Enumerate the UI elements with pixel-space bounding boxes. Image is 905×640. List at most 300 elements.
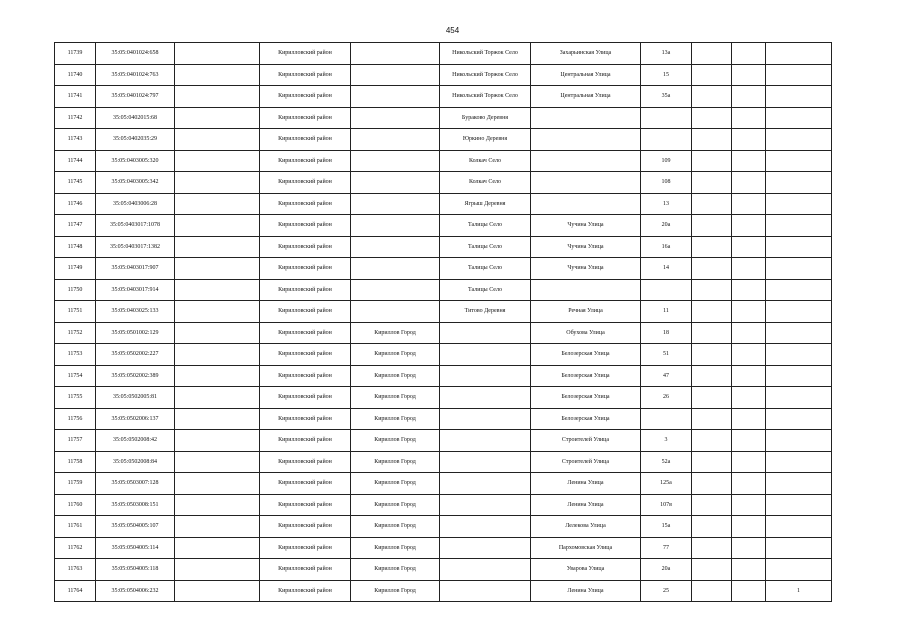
house-number-cell: [641, 408, 692, 430]
house-number-cell: 77: [641, 537, 692, 559]
building-cell: [692, 344, 732, 366]
cadastral-number-cell: 35:05:0401024:763: [96, 64, 175, 86]
house-number-cell: 18: [641, 322, 692, 344]
extra-cell: [766, 537, 832, 559]
cadastral-number-cell: 35:05:0502002:227: [96, 344, 175, 366]
cadastral-number-cell: 35:05:0403017:907: [96, 258, 175, 280]
apartment-cell: [732, 473, 766, 495]
table-row: [55, 344, 832, 366]
apartment-cell: [732, 236, 766, 258]
record-number-cell: 11741: [55, 86, 96, 108]
building-cell: [692, 387, 732, 409]
district-cell: Кирилловский район: [260, 236, 351, 258]
apartment-cell: [732, 43, 766, 65]
apartment-cell: [732, 580, 766, 602]
house-number-cell: [641, 279, 692, 301]
street-cell: Строителей Улица: [531, 451, 641, 473]
cadastral-number-cell: 35:05:0403017:1382: [96, 236, 175, 258]
district-cell: Кирилловский район: [260, 322, 351, 344]
table-row: [55, 559, 832, 581]
record-number-cell: 11761: [55, 516, 96, 538]
table-row: [55, 86, 832, 108]
street-cell: Белозерская Улица: [531, 365, 641, 387]
settlement-cell: [440, 408, 531, 430]
cadastral-number-cell: 35:05:0502008:84: [96, 451, 175, 473]
district-cell: Кирилловский район: [260, 86, 351, 108]
record-number-cell: 11763: [55, 559, 96, 581]
blank-cell: [175, 387, 260, 409]
city-cell: Кириллов Город: [351, 473, 440, 495]
street-cell: [531, 107, 641, 129]
settlement-cell: Талицы Село: [440, 258, 531, 280]
city-cell: [351, 129, 440, 151]
table-row: [55, 43, 832, 65]
building-cell: [692, 559, 732, 581]
cadastral-number-cell: 35:05:0401024:658: [96, 43, 175, 65]
blank-cell: [175, 236, 260, 258]
table-row: [55, 64, 832, 86]
building-cell: [692, 64, 732, 86]
street-cell: Пархомовская Улица: [531, 537, 641, 559]
building-cell: [692, 172, 732, 194]
record-number-cell: 11754: [55, 365, 96, 387]
cadastral-number-cell: 35:05:0504006:232: [96, 580, 175, 602]
record-number-cell: 11745: [55, 172, 96, 194]
street-cell: Ленина Улица: [531, 580, 641, 602]
table-row: [55, 494, 832, 516]
settlement-cell: [440, 322, 531, 344]
street-cell: [531, 193, 641, 215]
record-number-cell: 11762: [55, 537, 96, 559]
settlement-cell: Талицы Село: [440, 236, 531, 258]
blank-cell: [175, 322, 260, 344]
blank-cell: [175, 408, 260, 430]
extra-cell: [766, 516, 832, 538]
settlement-cell: [440, 451, 531, 473]
city-cell: Кириллов Город: [351, 344, 440, 366]
table-row: [55, 215, 832, 237]
record-number-cell: 11760: [55, 494, 96, 516]
city-cell: [351, 64, 440, 86]
house-number-cell: 25: [641, 580, 692, 602]
building-cell: [692, 301, 732, 323]
blank-cell: [175, 150, 260, 172]
building-cell: [692, 86, 732, 108]
apartment-cell: [732, 172, 766, 194]
district-cell: Кирилловский район: [260, 215, 351, 237]
street-cell: [531, 150, 641, 172]
apartment-cell: [732, 559, 766, 581]
house-number-cell: 51: [641, 344, 692, 366]
house-number-cell: 3: [641, 430, 692, 452]
settlement-cell: [440, 537, 531, 559]
house-number-cell: 14: [641, 258, 692, 280]
city-cell: [351, 172, 440, 194]
street-cell: Захарьинская Улица: [531, 43, 641, 65]
district-cell: Кирилловский район: [260, 279, 351, 301]
blank-cell: [175, 580, 260, 602]
cadastral-number-cell: 35:05:0504005:118: [96, 559, 175, 581]
house-number-cell: 15а: [641, 516, 692, 538]
blank-cell: [175, 516, 260, 538]
table-row: [55, 322, 832, 344]
blank-cell: [175, 473, 260, 495]
settlement-cell: [440, 580, 531, 602]
district-cell: Кирилловский район: [260, 107, 351, 129]
house-number-cell: 107в: [641, 494, 692, 516]
city-cell: [351, 43, 440, 65]
house-number-cell: [641, 107, 692, 129]
settlement-cell: Бураково Деревня: [440, 107, 531, 129]
district-cell: Кирилловский район: [260, 129, 351, 151]
table-row: [55, 408, 832, 430]
house-number-cell: 108: [641, 172, 692, 194]
house-number-cell: 16а: [641, 236, 692, 258]
record-number-cell: 11758: [55, 451, 96, 473]
record-number-cell: 11750: [55, 279, 96, 301]
apartment-cell: [732, 387, 766, 409]
city-cell: [351, 193, 440, 215]
settlement-cell: Талицы Село: [440, 215, 531, 237]
house-number-cell: 109: [641, 150, 692, 172]
table-row: [55, 107, 832, 129]
blank-cell: [175, 107, 260, 129]
building-cell: [692, 537, 732, 559]
district-cell: Кирилловский район: [260, 408, 351, 430]
cadastral-number-cell: 35:05:0402015:68: [96, 107, 175, 129]
street-cell: Обухова Улица: [531, 322, 641, 344]
apartment-cell: [732, 193, 766, 215]
settlement-cell: Титово Деревня: [440, 301, 531, 323]
blank-cell: [175, 64, 260, 86]
record-number-cell: 11752: [55, 322, 96, 344]
record-number-cell: 11742: [55, 107, 96, 129]
district-cell: Кирилловский район: [260, 365, 351, 387]
extra-cell: [766, 107, 832, 129]
house-number-cell: 20а: [641, 215, 692, 237]
district-cell: Кирилловский район: [260, 559, 351, 581]
extra-cell: [766, 344, 832, 366]
city-cell: [351, 107, 440, 129]
extra-cell: [766, 43, 832, 65]
building-cell: [692, 215, 732, 237]
apartment-cell: [732, 301, 766, 323]
district-cell: Кирилловский район: [260, 516, 351, 538]
table-row: [55, 580, 832, 602]
street-cell: Центральная Улица: [531, 86, 641, 108]
blank-cell: [175, 258, 260, 280]
extra-cell: 1: [766, 580, 832, 602]
house-number-cell: 13: [641, 193, 692, 215]
blank-cell: [175, 43, 260, 65]
extra-cell: [766, 387, 832, 409]
city-cell: [351, 301, 440, 323]
settlement-cell: Колкач Село: [440, 150, 531, 172]
extra-cell: [766, 215, 832, 237]
settlement-cell: Никольский Торжок Село: [440, 43, 531, 65]
settlement-cell: Колкач Село: [440, 172, 531, 194]
cadastral-number-cell: 35:05:0503008:151: [96, 494, 175, 516]
city-cell: Кириллов Город: [351, 365, 440, 387]
city-cell: Кириллов Город: [351, 451, 440, 473]
cadastral-number-cell: 35:05:0401024:797: [96, 86, 175, 108]
house-number-cell: 13а: [641, 43, 692, 65]
house-number-cell: 11: [641, 301, 692, 323]
table-row: [55, 387, 832, 409]
apartment-cell: [732, 150, 766, 172]
settlement-cell: [440, 473, 531, 495]
building-cell: [692, 430, 732, 452]
settlement-cell: [440, 559, 531, 581]
city-cell: [351, 279, 440, 301]
city-cell: Кириллов Город: [351, 430, 440, 452]
table-row: [55, 279, 832, 301]
city-cell: Кириллов Город: [351, 580, 440, 602]
house-number-cell: 47: [641, 365, 692, 387]
blank-cell: [175, 559, 260, 581]
district-cell: Кирилловский район: [260, 473, 351, 495]
table-row: [55, 172, 832, 194]
record-number-cell: 11743: [55, 129, 96, 151]
building-cell: [692, 279, 732, 301]
blank-cell: [175, 344, 260, 366]
city-cell: [351, 150, 440, 172]
district-cell: Кирилловский район: [260, 430, 351, 452]
table-row: [55, 473, 832, 495]
apartment-cell: [732, 408, 766, 430]
building-cell: [692, 516, 732, 538]
extra-cell: [766, 150, 832, 172]
extra-cell: [766, 365, 832, 387]
street-cell: Белозерская Улица: [531, 387, 641, 409]
house-number-cell: 52а: [641, 451, 692, 473]
house-number-cell: 125а: [641, 473, 692, 495]
table-row: [55, 516, 832, 538]
extra-cell: [766, 86, 832, 108]
district-cell: Кирилловский район: [260, 301, 351, 323]
city-cell: [351, 86, 440, 108]
apartment-cell: [732, 365, 766, 387]
blank-cell: [175, 301, 260, 323]
table-row: [55, 236, 832, 258]
building-cell: [692, 580, 732, 602]
record-number-cell: 11757: [55, 430, 96, 452]
cadastral-number-cell: 35:05:0502006:137: [96, 408, 175, 430]
record-number-cell: 11739: [55, 43, 96, 65]
building-cell: [692, 494, 732, 516]
apartment-cell: [732, 451, 766, 473]
blank-cell: [175, 193, 260, 215]
extra-cell: [766, 172, 832, 194]
settlement-cell: Никольский Торжок Село: [440, 64, 531, 86]
apartment-cell: [732, 64, 766, 86]
building-cell: [692, 408, 732, 430]
district-cell: Кирилловский район: [260, 494, 351, 516]
cadastral-number-cell: 35:05:0502005:81: [96, 387, 175, 409]
settlement-cell: Юркино Деревня: [440, 129, 531, 151]
record-number-cell: 11746: [55, 193, 96, 215]
blank-cell: [175, 215, 260, 237]
table-row: [55, 537, 832, 559]
page-number: 454: [445, 26, 460, 35]
settlement-cell: [440, 387, 531, 409]
record-number-cell: 11744: [55, 150, 96, 172]
street-cell: [531, 129, 641, 151]
building-cell: [692, 107, 732, 129]
blank-cell: [175, 430, 260, 452]
apartment-cell: [732, 344, 766, 366]
table-row: [55, 193, 832, 215]
city-cell: Кириллов Город: [351, 537, 440, 559]
apartment-cell: [732, 258, 766, 280]
extra-cell: [766, 236, 832, 258]
table-row: [55, 451, 832, 473]
extra-cell: [766, 494, 832, 516]
settlement-cell: Талицы Село: [440, 279, 531, 301]
extra-cell: [766, 430, 832, 452]
street-cell: Ленина Улица: [531, 473, 641, 495]
blank-cell: [175, 365, 260, 387]
street-cell: Уварова Улица: [531, 559, 641, 581]
street-cell: Лелекова Улица: [531, 516, 641, 538]
district-cell: Кирилловский район: [260, 64, 351, 86]
apartment-cell: [732, 430, 766, 452]
district-cell: Кирилловский район: [260, 344, 351, 366]
record-number-cell: 11749: [55, 258, 96, 280]
extra-cell: [766, 129, 832, 151]
apartment-cell: [732, 494, 766, 516]
extra-cell: [766, 559, 832, 581]
building-cell: [692, 473, 732, 495]
city-cell: Кириллов Город: [351, 408, 440, 430]
building-cell: [692, 365, 732, 387]
cadastral-number-cell: 35:05:0503007:128: [96, 473, 175, 495]
district-cell: Кирилловский район: [260, 150, 351, 172]
apartment-cell: [732, 516, 766, 538]
street-cell: Чучина Улица: [531, 215, 641, 237]
table-row: [55, 365, 832, 387]
record-number-cell: 11751: [55, 301, 96, 323]
blank-cell: [175, 86, 260, 108]
apartment-cell: [732, 86, 766, 108]
extra-cell: [766, 193, 832, 215]
cadastral-number-cell: 35:05:0403017:914: [96, 279, 175, 301]
district-cell: Кирилловский район: [260, 172, 351, 194]
record-number-cell: 11748: [55, 236, 96, 258]
house-number-cell: 20а: [641, 559, 692, 581]
extra-cell: [766, 408, 832, 430]
house-number-cell: 15: [641, 64, 692, 86]
settlement-cell: [440, 365, 531, 387]
apartment-cell: [732, 279, 766, 301]
city-cell: Кириллов Город: [351, 516, 440, 538]
record-number-cell: 11764: [55, 580, 96, 602]
cadastral-number-cell: 35:05:0403005:342: [96, 172, 175, 194]
blank-cell: [175, 279, 260, 301]
city-cell: [351, 258, 440, 280]
district-cell: Кирилловский район: [260, 451, 351, 473]
settlement-cell: [440, 344, 531, 366]
table-row: [55, 150, 832, 172]
cadastral-number-cell: 35:05:0504005:107: [96, 516, 175, 538]
record-number-cell: 11740: [55, 64, 96, 86]
extra-cell: [766, 451, 832, 473]
street-cell: Чучина Улица: [531, 258, 641, 280]
cadastral-number-cell: 35:05:0403006:28: [96, 193, 175, 215]
table-row: [55, 301, 832, 323]
settlement-cell: [440, 430, 531, 452]
apartment-cell: [732, 215, 766, 237]
district-cell: Кирилловский район: [260, 43, 351, 65]
cadastral-number-cell: 35:05:0501002:129: [96, 322, 175, 344]
extra-cell: [766, 279, 832, 301]
building-cell: [692, 193, 732, 215]
city-cell: Кириллов Город: [351, 494, 440, 516]
apartment-cell: [732, 107, 766, 129]
record-number-cell: 11753: [55, 344, 96, 366]
apartment-cell: [732, 537, 766, 559]
street-cell: Белозерская Улица: [531, 344, 641, 366]
extra-cell: [766, 258, 832, 280]
extra-cell: [766, 64, 832, 86]
street-cell: Речная Улица: [531, 301, 641, 323]
street-cell: [531, 172, 641, 194]
extra-cell: [766, 322, 832, 344]
city-cell: [351, 215, 440, 237]
building-cell: [692, 43, 732, 65]
building-cell: [692, 258, 732, 280]
table-row: [55, 430, 832, 452]
settlement-cell: [440, 516, 531, 538]
city-cell: Кириллов Город: [351, 387, 440, 409]
registry-body: [55, 43, 832, 602]
blank-cell: [175, 172, 260, 194]
cadastral-number-cell: 35:05:0402035:29: [96, 129, 175, 151]
city-cell: Кириллов Город: [351, 559, 440, 581]
district-cell: Кирилловский район: [260, 193, 351, 215]
record-number-cell: 11755: [55, 387, 96, 409]
city-cell: Кириллов Город: [351, 322, 440, 344]
street-cell: Белозерская Улица: [531, 408, 641, 430]
cadastral-number-cell: 35:05:0502008:42: [96, 430, 175, 452]
cadastral-number-cell: 35:05:0504005:114: [96, 537, 175, 559]
building-cell: [692, 150, 732, 172]
street-cell: Ленина Улица: [531, 494, 641, 516]
street-cell: [531, 279, 641, 301]
settlement-cell: Никольский Торжок Село: [440, 86, 531, 108]
table-row: [55, 258, 832, 280]
city-cell: [351, 236, 440, 258]
apartment-cell: [732, 322, 766, 344]
building-cell: [692, 322, 732, 344]
building-cell: [692, 236, 732, 258]
cadastral-number-cell: 35:05:0403025:133: [96, 301, 175, 323]
house-number-cell: 26: [641, 387, 692, 409]
street-cell: Центральная Улица: [531, 64, 641, 86]
street-cell: Строителей Улица: [531, 430, 641, 452]
building-cell: [692, 129, 732, 151]
blank-cell: [175, 494, 260, 516]
registry-table: [54, 42, 832, 602]
settlement-cell: [440, 494, 531, 516]
settlement-cell: Ягрыш Деревня: [440, 193, 531, 215]
apartment-cell: [732, 129, 766, 151]
cadastral-number-cell: 35:05:0403005:320: [96, 150, 175, 172]
district-cell: Кирилловский район: [260, 580, 351, 602]
record-number-cell: 11759: [55, 473, 96, 495]
district-cell: Кирилловский район: [260, 387, 351, 409]
extra-cell: [766, 301, 832, 323]
